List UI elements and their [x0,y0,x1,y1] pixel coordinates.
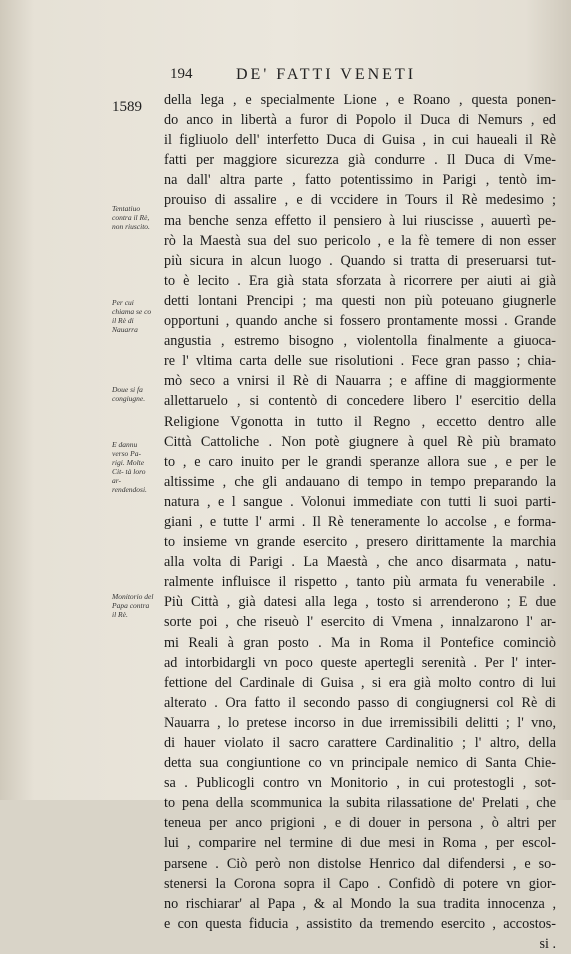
text-line: to pena della scommunica la subita rilassatione de' Prelati , che [164,795,556,812]
text-line: mi Reali à gran posto . Ma in Roma il Pontefice cominciò [164,634,556,651]
text-line: no rischiarar' al Papa , & al Mondo la sua tradita innocenza , [164,895,556,912]
text-line: Nauarra , lo pretese incorso in due irremissibili delitti ; l' vno, [164,714,556,731]
text-line: natura , e l sangue . Volonui immediate con tutti li suoi parti- [164,493,556,510]
text-line: detta sua congiuntione co vn principale nemico di Santa Chie- [164,755,556,772]
text-line: sa . Publicogli contro vn Monitorio , in cui protestogli , sot- [164,775,556,792]
text-line: re l' vltima carta delle sue risolutioni . Fece gran passo ; chia- [164,353,556,370]
text-line: opportuni , quando anche si fossero prontamente mossi . Grande [164,313,556,330]
text-line: rò la Maestà sua del suo pericolo , e la fè temere di non esser [164,232,556,249]
text-line: alla volta di Parigi . La Maestà , che anco disarmata , natu- [164,554,556,571]
text-line: ralmente influisce il rispetto , tanto più armata fu venerabile . [164,574,556,591]
margin-year: 1589 [112,99,142,115]
margin-note: Per cui chiama se co il Rè di Nauarra [112,298,152,334]
text-line: della lega , e specialmente Lione , e Roano , questa ponen- [164,92,556,108]
text-line: Più Città , già datesi alla lega , tosto si arrenderono ; E due [164,594,556,611]
text-line: ma benche senza effetto il pensiero à lui riuscisse , auuertì pe- [164,212,556,229]
body-text [164,90,556,954]
text-line: e con questa fiducia , assistito da tremendo esercito , accostos- [164,915,556,932]
margin-note: Tentatiuo contra il Rè, non riuscito. [112,204,150,231]
text-line: to , e caro inuito per le grandi speranze allora sue , e per le [164,453,556,470]
text-line: altissime , che gli andauano di tempo in tempo preparando la [164,473,556,490]
running-title: DE' FATTI VENETI [236,66,417,83]
text-line: prouiso di assalire , e di vccidere in Tours il Rè medesimo ; [164,192,556,209]
text-line: parsene . Ciò però non distolse Henrico dal difendersi , e so- [164,855,556,872]
text-line: alterato . Ora fatto il secondo passo di congiugnersi col Rè di [164,694,556,711]
text-line: mò seco a vnirsi il Rè di Nauarra ; e affine di maggiormente [164,373,556,390]
page-header [150,66,560,86]
text-line: to è lecito . Era già stata sforzata à ricorrere per aiuti ai già [164,272,556,289]
margin-note: E dannu verso Pa- rigi. Molte Cit- tà loro ar- rendendosi. [112,440,147,494]
margin-note: Monitorio del Papa contra il Rè. [112,592,154,619]
text-line: lui , comparire nel termine di due mesi in Roma , per escol- [164,835,556,852]
text-line: si . [539,935,556,952]
text-line: do anco in libertà a furor di Popolo il Duca di Nemurs , ed [164,112,556,129]
text-line: di hauer violato il sacro carattere Cardinalitio ; l' altro, della [164,735,556,751]
page-number: 194 [170,66,193,82]
text-line: to insieme vn grande esercito , presero dirittamente la marchia [164,534,556,551]
text-line: Città Cattoliche . Non potè giugnere à quel Rè più bramato [164,433,556,450]
text-line: il figliuolo dell' interfetto Duca di Guisa , in cui haueali il Rè [164,132,556,149]
text-line: fettione del Cardinale di Guisa , si era già molto contro di lui [164,674,556,691]
text-line: stenersi la Corona sopra il Capo . Confidò di potere vn gior- [164,875,556,892]
text-line: detti lontani Prencipi ; ma questi non più poteuano giugnerle [164,292,556,309]
text-line: più sicura in alcun luogo . Quando si tratta di preseruarsi tut- [164,252,556,269]
text-line: allettaruelo , si contentò di concedere libero l' esercitio della [164,393,556,410]
text-line: sorte poi , che riseuò l' esercito di Vmena , innalzarono l' ar- [164,614,556,631]
margin-note: Doue si fa congiugne. [112,385,146,403]
text-line: teneua per anco prigioni , e di douer in persona , ò altri per [164,815,556,832]
text-line: ad intorbidargli vn poco queste apertegli serenità . Per l' inter- [164,654,556,671]
text-line: na dall' altra parte , fatto potentissimo in Parigi , tentò im- [164,172,556,189]
text-line: giani , e tutte l' armi . Il Rè teneramente lo accolse , e forma- [164,513,556,530]
text-line: angustia , estremo bisogno , violentolla finalmente a giuoca- [164,333,556,350]
text-line: fatti per maggiore sicurezza già condurre . Il Duca di Vme- [164,152,556,169]
text-line: Religione Vgonotta in tutto il Regno , eccetto dentro alle [164,413,556,430]
